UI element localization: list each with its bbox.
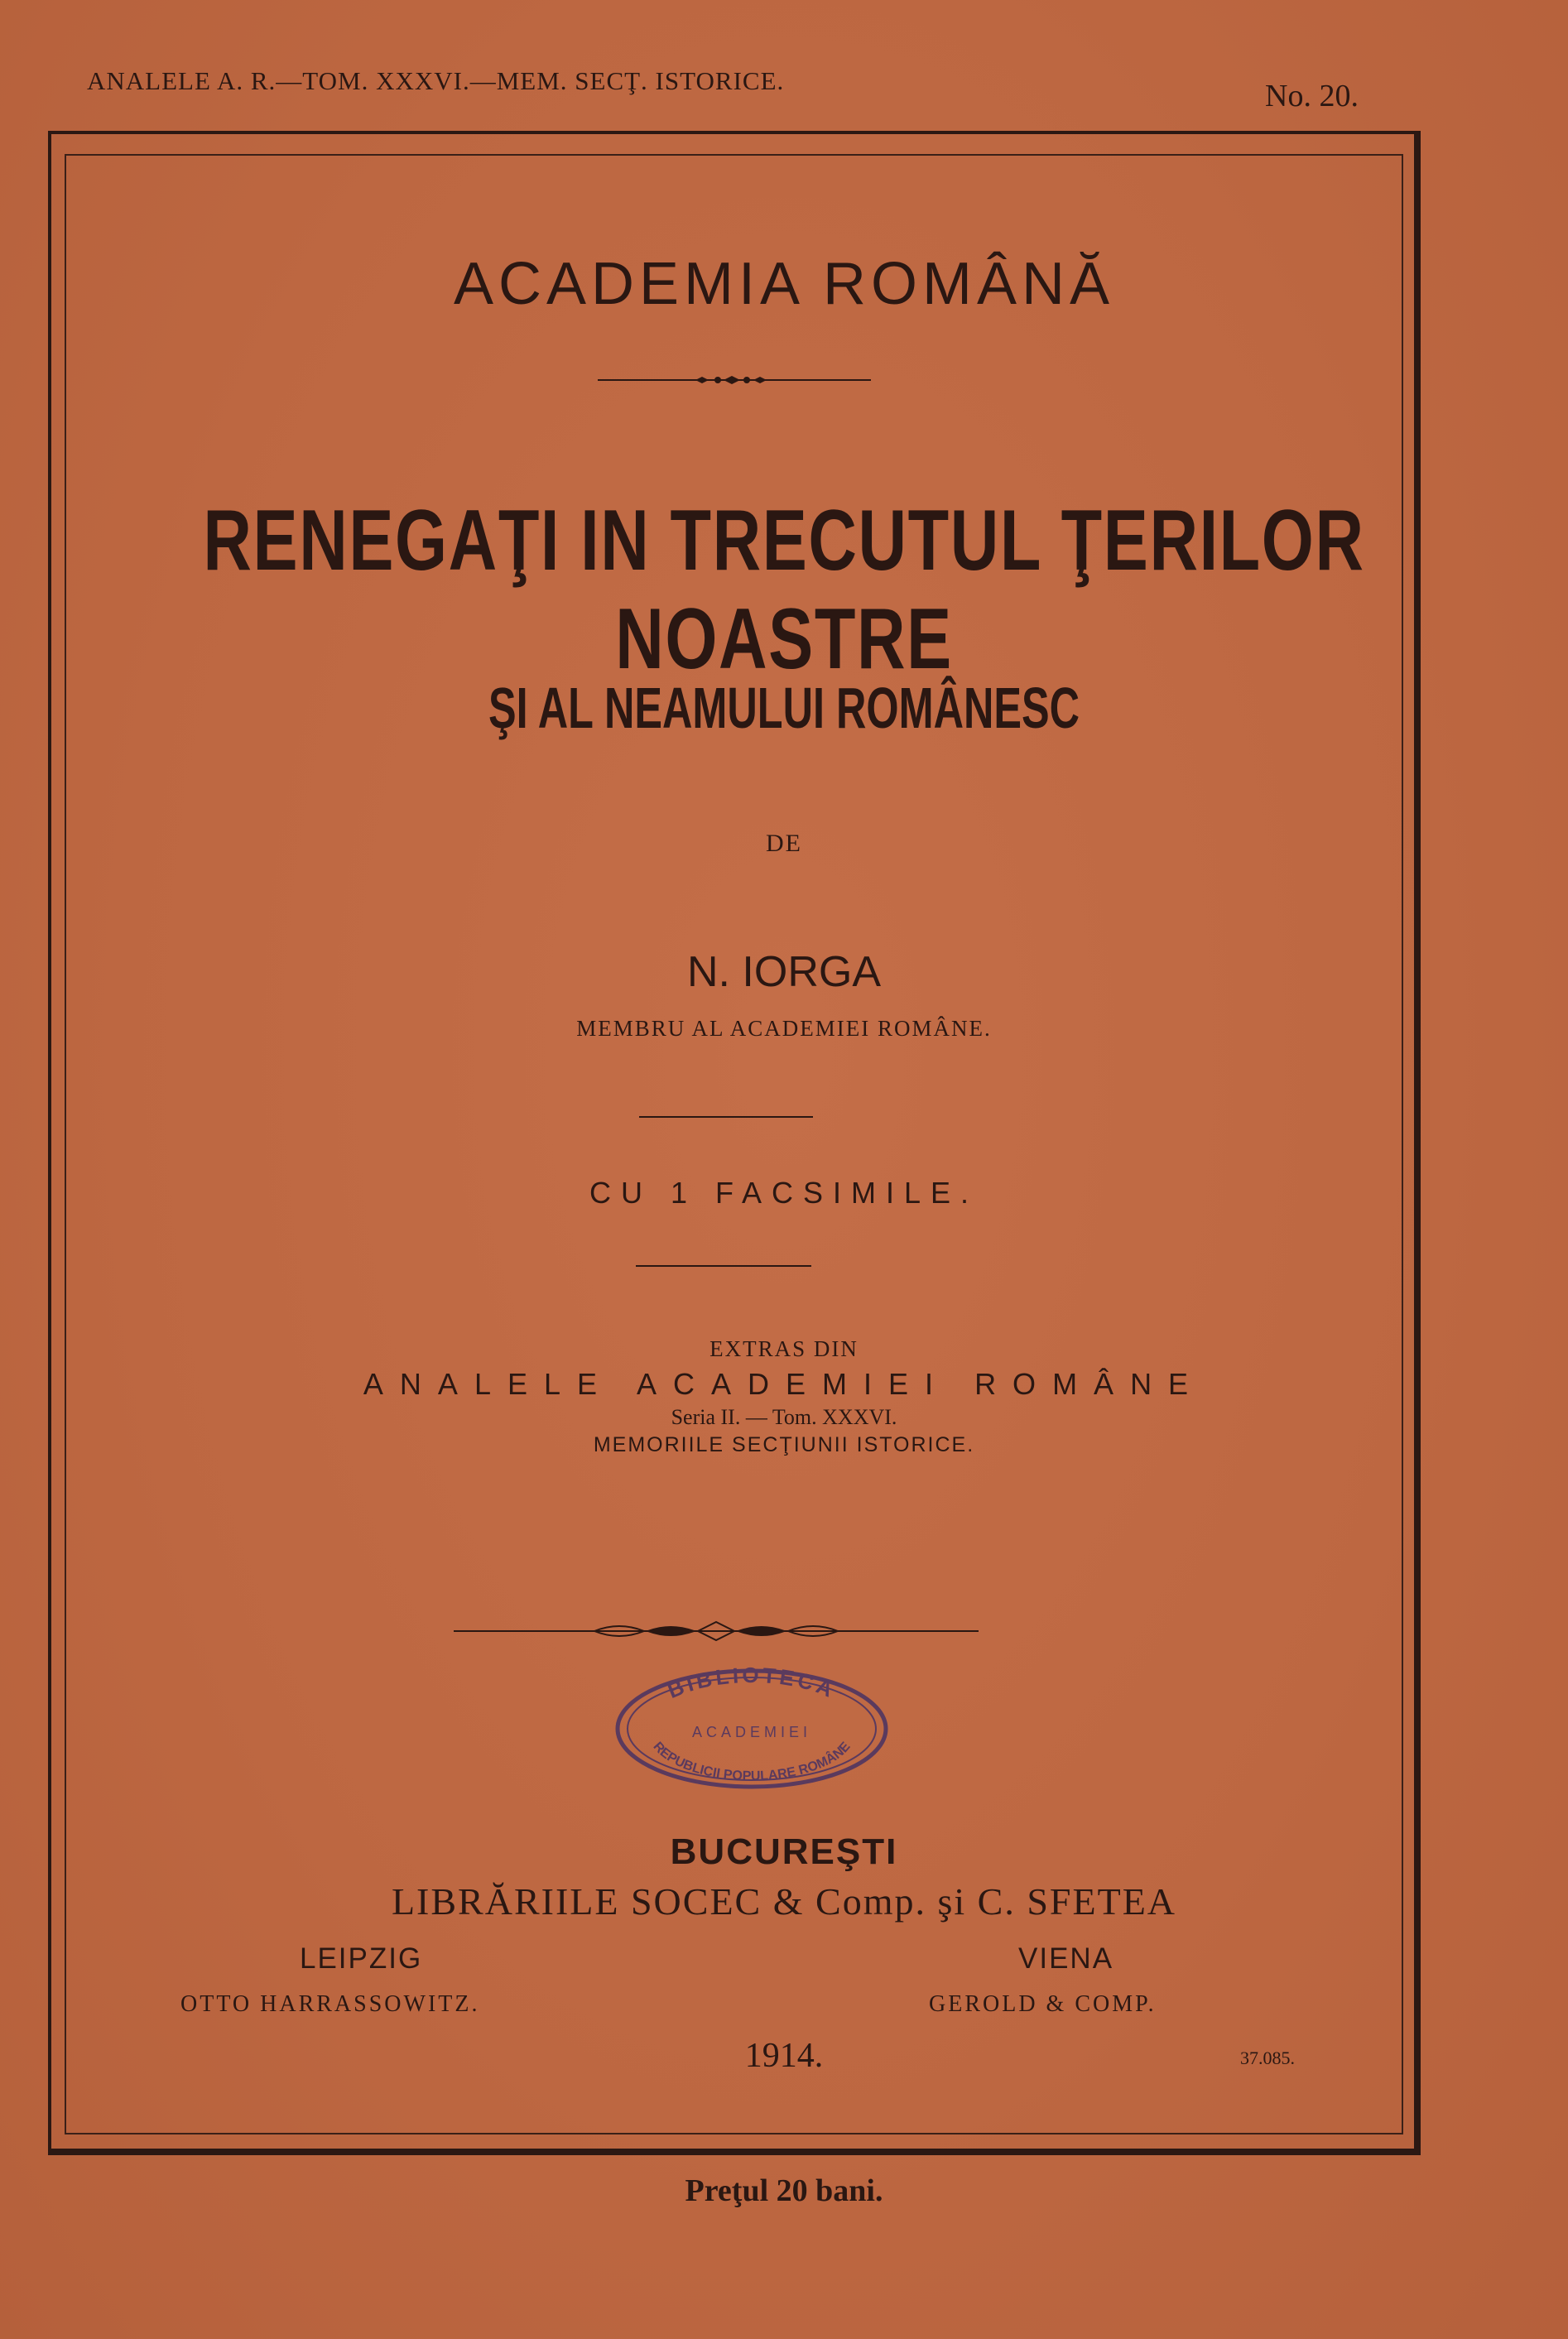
right-agent: GEROLD & COMP. bbox=[929, 1991, 1157, 2017]
right-city: VIENA bbox=[1018, 1942, 1114, 1975]
publication-year: 1914. bbox=[744, 2037, 824, 2075]
library-stamp bbox=[611, 1666, 892, 1792]
journal-name: ANALELE ACADEMIEI ROMÂNE bbox=[363, 1367, 1205, 1401]
imprint-city: BUCUREŞTI bbox=[670, 1831, 898, 1872]
divider-rule bbox=[636, 1265, 811, 1267]
svg-text:BIBLIOTECA bbox=[664, 1666, 839, 1703]
title-line-1: RENEGAŢI IN TRECUTUL ŢERILOR NOASTRE bbox=[203, 493, 1365, 687]
by-label: DE bbox=[766, 830, 802, 857]
issue-number: No. 20. bbox=[1265, 79, 1359, 113]
stamp-text-top: BIBLIOTECA bbox=[663, 1666, 840, 1704]
price-label: Preţul 20 bani. bbox=[685, 2173, 883, 2208]
academy-name: ACADEMIA ROMÂNĂ bbox=[453, 251, 1115, 317]
left-city: LEIPZIG bbox=[300, 1942, 423, 1975]
left-agent: OTTO HARRASSOWITZ. bbox=[180, 1991, 480, 2017]
running-header: ANALELE A. R.—TOM. XXXVI.—MEM. SECŢ. ISTORICE. bbox=[87, 66, 785, 95]
section-name: MEMORIILE SECŢIUNII ISTORICE. bbox=[593, 1433, 975, 1456]
series-info: Seria II. — Tom. XXXVI. bbox=[671, 1405, 897, 1429]
stamp-text-bottom: REPUBLICII POPULARE ROMÂNE bbox=[650, 1740, 854, 1784]
extract-label: EXTRAS DIN bbox=[709, 1336, 859, 1361]
title-line-2: ŞI AL NEAMULUI ROMÂNESC bbox=[488, 676, 1080, 740]
ornament-rule-bottom bbox=[454, 1619, 979, 1643]
facsimile-note: CU 1 FACSIMILE. bbox=[589, 1176, 979, 1210]
author-role: MEMBRU AL ACADEMIEI ROMÂNE. bbox=[576, 1016, 992, 1041]
ornament-rule-top bbox=[598, 372, 871, 388]
catalog-number: 37.085. bbox=[1240, 2048, 1295, 2068]
author-name: N. IORGA bbox=[686, 948, 882, 996]
ornament-dots bbox=[695, 376, 767, 384]
divider-rule bbox=[639, 1116, 813, 1118]
publisher-name: LIBRĂRIILE SOCEC & Comp. şi C. SFETEA bbox=[391, 1880, 1177, 1923]
stamp-text-middle: ACADEMIEI bbox=[691, 1724, 812, 1740]
